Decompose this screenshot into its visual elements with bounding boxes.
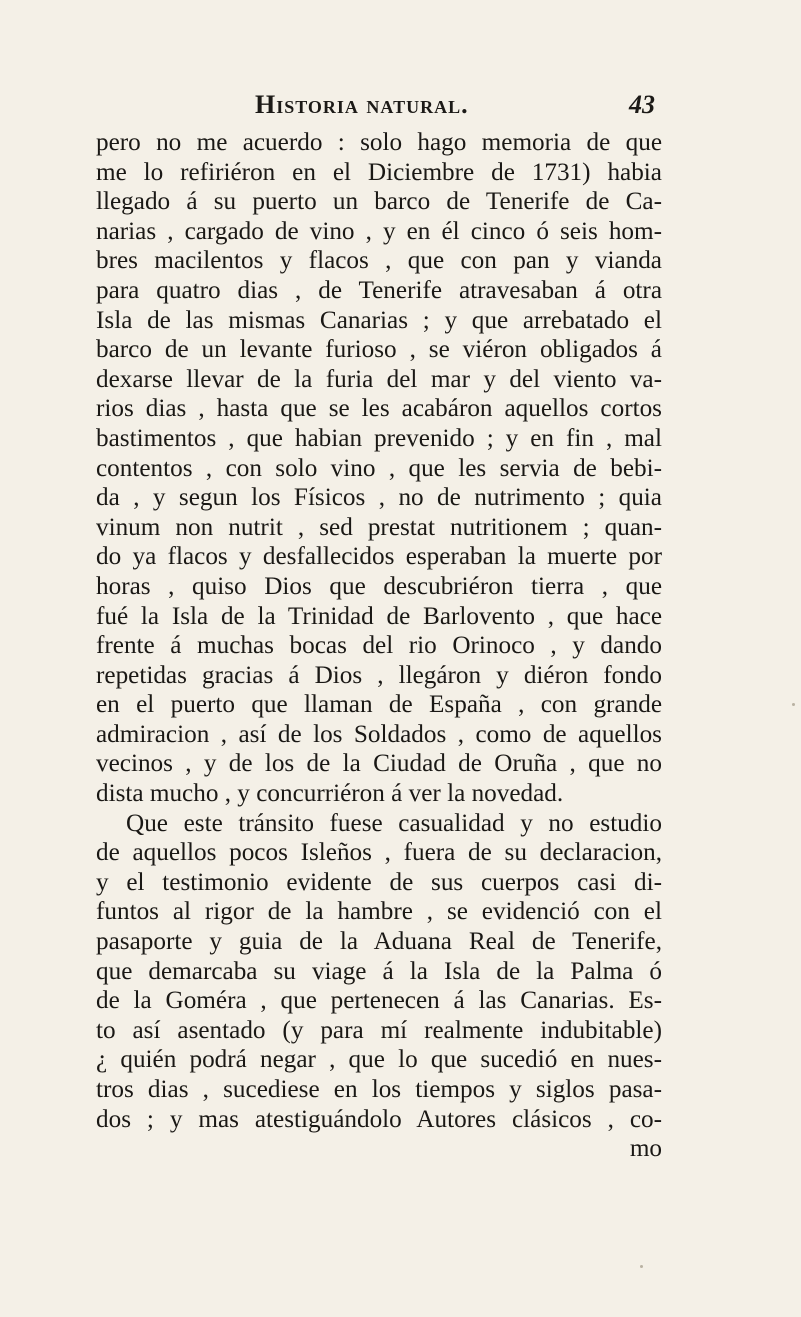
- text-line: para quatro dias , de Tenerife atravesaban á otra: [96, 276, 662, 304]
- text-line: me lo refiriéron en el Diciembre de 1731) habia: [96, 158, 662, 186]
- text-line: admiracion , así de los Soldados , como de aquellos: [96, 720, 662, 748]
- text-line: pasaporte y guia de la Aduana Real de Tenerife,: [96, 928, 662, 956]
- text-line: funtos al rigor de la hambre , se evidenció con el: [96, 898, 662, 926]
- text-line: de la Goméra , que pertenecen á las Canarias. Es-: [96, 987, 662, 1015]
- text-line: en el puerto que llaman de España , con grande: [96, 691, 662, 719]
- text-line: horas , quiso Dios que descubriéron tierra , que: [96, 572, 662, 600]
- text-line: bres macilentos y flacos , que con pan y vianda: [96, 247, 662, 275]
- running-title: Historia natural.: [255, 90, 469, 119]
- running-head: [255, 90, 655, 130]
- text-line: ¿ quién podrá negar , que lo que sucedió en nues-: [96, 1046, 662, 1074]
- text-line: mo: [629, 1135, 662, 1163]
- text-line: do ya flacos y desfallecidos esperaban la muerte por: [96, 543, 662, 571]
- text-line: vecinos , y de los de la Ciudad de Oruña , que no: [96, 750, 662, 778]
- text-line: pero no me acuerdo : solo hago memoria de que: [96, 129, 662, 156]
- text-line: Que este tránsito fuese casualidad y no estudio: [126, 809, 662, 837]
- text-line: dos ; y mas atestiguándolo Autores clásicos , co-: [96, 1105, 662, 1133]
- text-line: y el testimonio evidente de sus cuerpos casi di-: [96, 868, 662, 896]
- text-line: repetidas gracias á Dios , llegáron y diéron fondo: [96, 661, 662, 689]
- text-line: contentos , con solo vino , que les servia de bebi-: [96, 454, 662, 482]
- paper-speck: [640, 1265, 643, 1268]
- text-line: barco de un levante furioso , se viéron obligados á: [96, 336, 662, 364]
- text-line: tros dias , sucediese en los tiempos y siglos pasa-: [96, 1076, 662, 1103]
- text-line: que demarcaba su viage á la Isla de la Palma ó: [96, 957, 662, 985]
- text-line: to así asentado (y para mí realmente indubitable): [96, 1016, 662, 1044]
- text-line: fué la Isla de la Trinidad de Barlovento , que hace: [96, 602, 662, 630]
- page-number: 43: [629, 90, 655, 119]
- text-line: de aquellos pocos Isleños , fuera de su declaracion,: [96, 839, 662, 867]
- text-line: rios dias , hasta que se les acabáron aquellos cortos: [96, 395, 662, 423]
- text-line: narias , cargado de vino , y en él cinco ó seis hom-: [96, 217, 662, 245]
- text-line: vinum non nutrit , sed prestat nutritionem ; quan-: [96, 513, 662, 541]
- text-line: frente á muchas bocas del rio Orinoco , y dando: [96, 632, 662, 660]
- text-line: llegado á su puerto un barco de Tenerife de Ca-: [96, 188, 662, 216]
- text-line: bastimentos , que habian prevenido ; y en fin , mal: [96, 424, 662, 452]
- body-text: [96, 128, 662, 1164]
- paper-speck: [792, 703, 795, 706]
- text-line: Isla de las mismas Canarias ; y que arrebatado el: [96, 306, 662, 334]
- text-line: da , y segun los Físicos , no de nutrimento ; quia: [96, 484, 662, 512]
- text-line: dista mucho , y concurriéron á ver la novedad.: [96, 780, 564, 808]
- text-line: dexarse llevar de la furia del mar y del viento va-: [96, 365, 662, 393]
